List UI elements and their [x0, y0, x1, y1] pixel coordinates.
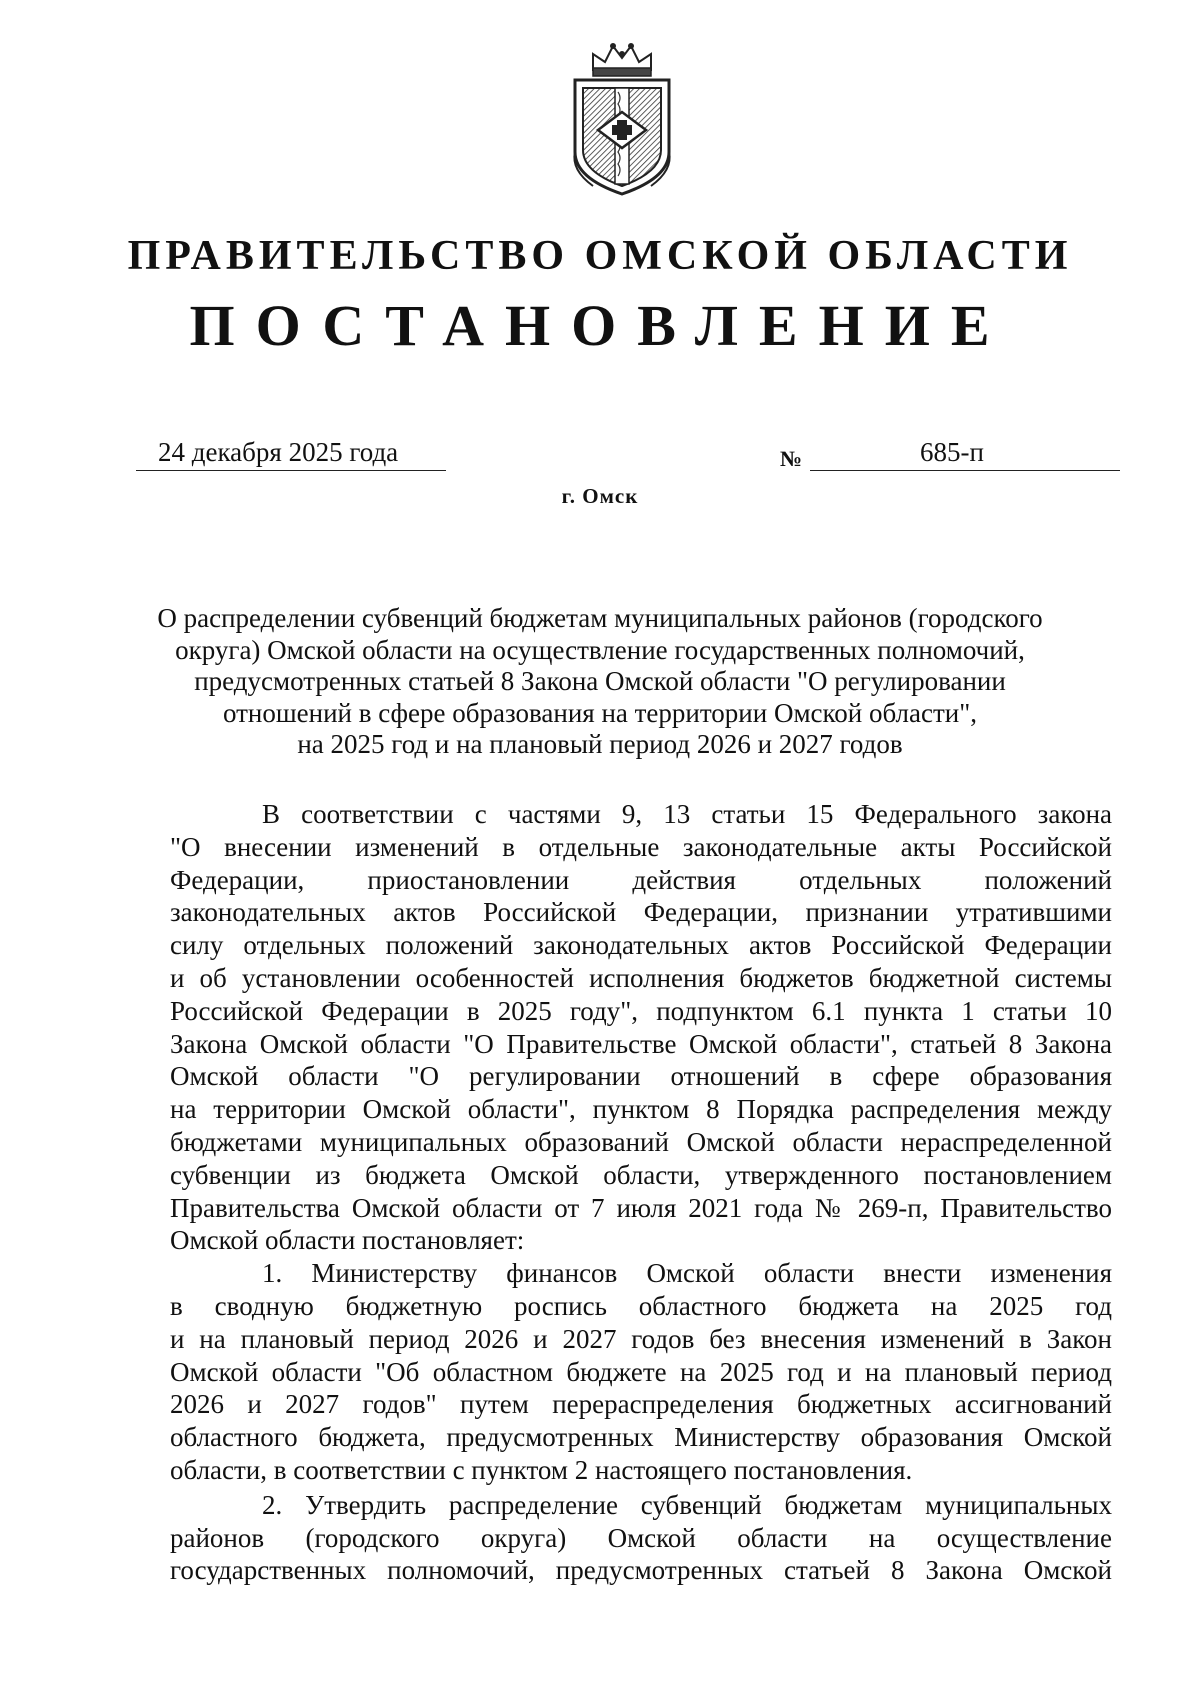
number-sign: № — [780, 446, 803, 471]
subject-line: предусмотренных статьей 8 Закона Омской области "О регулировании — [194, 666, 1006, 696]
body-line: Российской Федерации в 2025 году", подпунктом 6.1 пункта 1 статьи 10 — [170, 995, 1112, 1026]
body-line: Правительства Омской области от 7 июля 2021 года № 269-п, Правительство — [170, 1192, 1112, 1223]
subject-line: О распределении субвенций бюджетам муниципальных районов (городского — [157, 603, 1043, 633]
body-line: 1. Министерству финансов Омской области внести изменения — [262, 1258, 1112, 1289]
document-date: 24 декабря 2025 года — [158, 437, 399, 467]
subject-line: на 2025 год и на плановый период 2026 и 2027 годов — [297, 729, 903, 759]
body-line: на территории Омской области", пунктом 8 Порядка распределения между — [170, 1094, 1112, 1125]
body-line: "О внесении изменений в отдельные законодательные акты Российской — [170, 831, 1112, 862]
subject-line: отношений в сфере образования на территории Омской области", — [222, 697, 977, 728]
document-date-field — [136, 434, 446, 471]
body-line: и об установлении особенностей исполнения бюджетов бюджетной системы — [170, 962, 1112, 993]
item-1-paragraph — [170, 1257, 1112, 1487]
body-line: государственных полномочий, предусмотренных статьей 8 Закона Омской — [170, 1555, 1112, 1586]
body-line: Закона Омской области "О Правительстве Омской области", статьей 8 Закона — [170, 1028, 1112, 1059]
body-line: Федерации, приостановлении действия отдельных положений — [170, 864, 1112, 895]
body-line: Омской области "О регулировании отношений в сфере образования — [170, 1061, 1112, 1092]
preamble-paragraph — [170, 798, 1112, 1257]
city-name: г. Омск — [561, 484, 639, 508]
document-number-field — [810, 434, 1120, 471]
document-body — [170, 798, 1112, 1587]
body-line: и на плановый период 2026 и 2027 годов без внесения изменений в Закон — [170, 1323, 1112, 1354]
body-line: Омской области постановляет: — [170, 1225, 525, 1256]
body-line: области, в соответствии с пунктом 2 настоящего постановления. — [170, 1454, 913, 1485]
document-type-title: ПОСТАНОВЛЕНИЕ — [189, 293, 1011, 358]
body-line: Омской области "Об областном бюджете на 2025 год и на плановый период — [170, 1356, 1112, 1387]
item-2-paragraph — [170, 1489, 1112, 1587]
body-line: субвенции из бюджета Омской области, утвержденного постановлением — [170, 1159, 1112, 1190]
body-line: 2. Утвердить распределение субвенций бюджетам муниципальных — [262, 1489, 1112, 1520]
body-line: бюджетами муниципальных образований Омской области нераспределенной — [170, 1126, 1112, 1157]
body-line: 2026 и 2027 годов" путем перераспределения бюджетных ассигнований — [170, 1389, 1112, 1420]
body-line: районов (городского округа) Омской области на осуществление — [170, 1522, 1112, 1553]
body-line: в сводную бюджетную роспись областного бюджета на 2025 год — [170, 1290, 1112, 1321]
body-line: законодательных актов Российской Федерации, признании утратившими — [170, 897, 1112, 928]
body-line: областного бюджета, предусмотренных Министерству образования Омской — [170, 1422, 1112, 1453]
body-line: силу отдельных положений законодательных актов Российской Федерации — [170, 930, 1112, 961]
document-subject — [150, 603, 1050, 761]
body-line: В соответствии с частями 9, 13 статьи 15 Федерального закона — [262, 799, 1112, 829]
document-number: 685-п — [920, 437, 984, 467]
subject-line: округа) Омской области на осуществление государственных полномочий, — [175, 634, 1025, 665]
coat-of-arms-icon — [563, 40, 681, 198]
organization-title: ПРАВИТЕЛЬСТВО ОМСКОЙ ОБЛАСТИ — [127, 233, 1073, 279]
